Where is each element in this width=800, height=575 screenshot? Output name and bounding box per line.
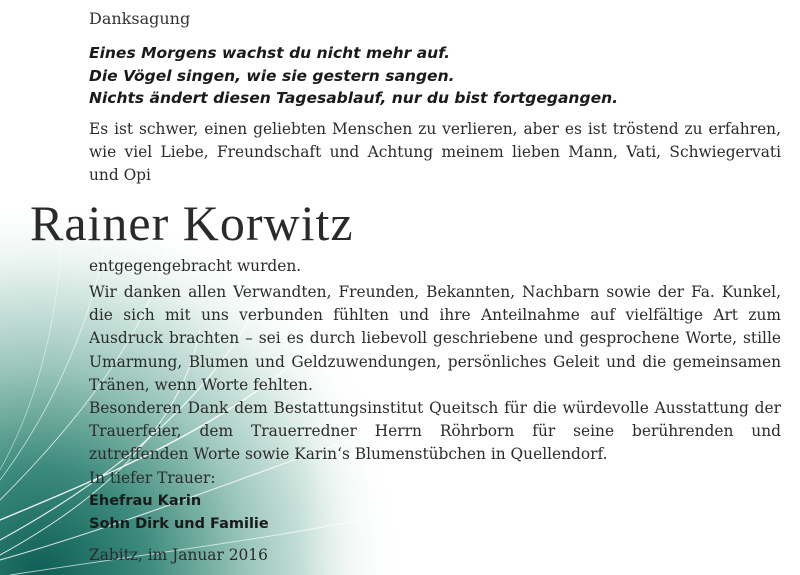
poem-line: Die Vögel singen, wie sie gestern sangen. (89, 66, 455, 85)
signer-name: Sohn Dirk und Familie (89, 516, 269, 532)
after-name-text: entgegengebracht wurden. (89, 257, 302, 275)
poem-line: Nichts ändert diesen Tagesablauf, nur du bist fortgegangen. (89, 89, 618, 107)
signer-name: Ehefrau Karin (89, 493, 202, 509)
mourning-label: In tiefer Trauer: (89, 469, 216, 487)
notice-heading: Danksagung (89, 9, 191, 28)
special-thanks-paragraph: Besonderen Dank dem Bestattungsinstitut Queitsch für die würdevolle Ausstattung der Trauerfeier, dem Trauerredner Herrn Röhrborn für seine berührenden und zutreffenden Worte sowie Karin‘s Blumenstübchen in Quellendorf. (89, 399, 781, 464)
place-date: Zabitz, im Januar 2016 (89, 546, 268, 564)
poem (89, 42, 769, 110)
poem-line: Eines Morgens wachst du nicht mehr auf. (89, 44, 451, 62)
deceased-name: Rainer Korwitz (30, 195, 354, 251)
thanks-paragraph: Wir danken allen Verwandten, Freunden, Bekannten, Nachbarn sowie der Fa. Kunkel, die sich mit uns verbunden fühlten und ihre Anteilnahme auf vielfältige Art zum Ausdruck brachten – sei es durch liebevoll geschriebene und gesprochene Worte, stille Umarmung, Blumen und Geldzuwendungen, persönliches Geleit und die gemeinsamen Tränen, wenn Worte fehlten. (89, 283, 781, 394)
mourners-block (89, 467, 269, 536)
intro-paragraph: Es ist schwer, einen geliebten Menschen zu verlieren, aber es ist tröstend zu erfahren, wie viel Liebe, Freundschaft und Achtung meinem lieben Mann, Vati, Schwiegervati und Opi (89, 120, 781, 185)
